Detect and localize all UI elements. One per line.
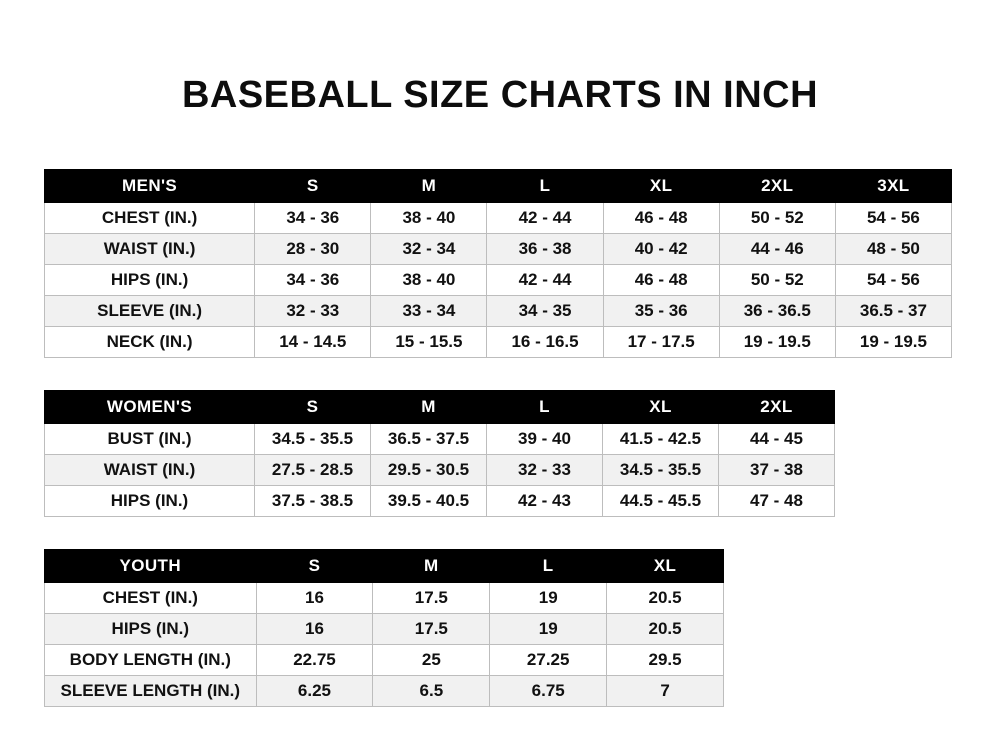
youth-size-table <box>44 549 724 707</box>
row-label: SLEEVE LENGTH (IN.) <box>45 676 257 707</box>
youth-header-l: L <box>490 550 607 583</box>
cell: 50 - 52 <box>719 203 835 234</box>
cell: 34 - 36 <box>255 265 371 296</box>
cell: 34 - 35 <box>487 296 603 327</box>
cell: 7 <box>607 676 724 707</box>
mens-header-label: MEN'S <box>45 170 255 203</box>
cell: 19 <box>490 614 607 645</box>
cell: 6.5 <box>373 676 490 707</box>
table-row <box>45 676 724 707</box>
cell: 32 - 33 <box>487 455 603 486</box>
cell: 36.5 - 37 <box>835 296 951 327</box>
cell: 44 - 46 <box>719 234 835 265</box>
cell: 28 - 30 <box>255 234 371 265</box>
table-header-row <box>45 391 835 424</box>
mens-header-3xl: 3XL <box>835 170 951 203</box>
row-label: CHEST (IN.) <box>45 203 255 234</box>
row-label: HIPS (IN.) <box>45 265 255 296</box>
cell: 22.75 <box>256 645 373 676</box>
cell: 25 <box>373 645 490 676</box>
mens-header-m: M <box>371 170 487 203</box>
cell: 39.5 - 40.5 <box>371 486 487 517</box>
cell: 32 - 33 <box>255 296 371 327</box>
cell: 47 - 48 <box>719 486 835 517</box>
cell: 16 <box>256 614 373 645</box>
cell: 54 - 56 <box>835 265 951 296</box>
table-row <box>45 327 952 358</box>
mens-header-2xl: 2XL <box>719 170 835 203</box>
row-label: NECK (IN.) <box>45 327 255 358</box>
row-label: SLEEVE (IN.) <box>45 296 255 327</box>
table-row <box>45 203 952 234</box>
youth-table-head <box>45 550 724 583</box>
womens-header-m: M <box>371 391 487 424</box>
cell: 41.5 - 42.5 <box>603 424 719 455</box>
mens-size-table <box>44 169 952 358</box>
table-row <box>45 296 952 327</box>
mens-header-xl: XL <box>603 170 719 203</box>
cell: 6.25 <box>256 676 373 707</box>
cell: 34.5 - 35.5 <box>603 455 719 486</box>
cell: 38 - 40 <box>371 203 487 234</box>
youth-header-m: M <box>373 550 490 583</box>
table-row <box>45 265 952 296</box>
cell: 35 - 36 <box>603 296 719 327</box>
cell: 54 - 56 <box>835 203 951 234</box>
mens-header-s: S <box>255 170 371 203</box>
cell: 32 - 34 <box>371 234 487 265</box>
womens-header-xl: XL <box>603 391 719 424</box>
page-title: BASEBALL SIZE CHARTS IN INCH <box>181 74 819 116</box>
cell: 36 - 38 <box>487 234 603 265</box>
cell: 27.25 <box>490 645 607 676</box>
row-label: WAIST (IN.) <box>45 234 255 265</box>
table-row <box>45 614 724 645</box>
womens-table-body <box>45 424 835 517</box>
cell: 34 - 36 <box>255 203 371 234</box>
cell: 37.5 - 38.5 <box>255 486 371 517</box>
cell: 42 - 44 <box>487 203 603 234</box>
cell: 46 - 48 <box>603 265 719 296</box>
cell: 39 - 40 <box>487 424 603 455</box>
cell: 29.5 <box>607 645 724 676</box>
womens-header-s: S <box>255 391 371 424</box>
table-row <box>45 234 952 265</box>
cell: 42 - 43 <box>487 486 603 517</box>
cell: 48 - 50 <box>835 234 951 265</box>
cell: 44 - 45 <box>719 424 835 455</box>
cell: 37 - 38 <box>719 455 835 486</box>
mens-table-body <box>45 203 952 358</box>
youth-header-xl: XL <box>607 550 724 583</box>
cell: 38 - 40 <box>371 265 487 296</box>
cell: 19 - 19.5 <box>719 327 835 358</box>
womens-header-l: L <box>487 391 603 424</box>
cell: 19 <box>490 583 607 614</box>
youth-table-body <box>45 583 724 707</box>
womens-header-2xl: 2XL <box>719 391 835 424</box>
cell: 33 - 34 <box>371 296 487 327</box>
cell: 17 - 17.5 <box>603 327 719 358</box>
cell: 14 - 14.5 <box>255 327 371 358</box>
cell: 40 - 42 <box>603 234 719 265</box>
row-label: BODY LENGTH (IN.) <box>45 645 257 676</box>
table-row <box>45 424 835 455</box>
womens-size-table <box>44 390 835 517</box>
cell: 16 - 16.5 <box>487 327 603 358</box>
womens-header-label: WOMEN'S <box>45 391 255 424</box>
cell: 15 - 15.5 <box>371 327 487 358</box>
row-label: CHEST (IN.) <box>45 583 257 614</box>
table-row <box>45 486 835 517</box>
cell: 44.5 - 45.5 <box>603 486 719 517</box>
cell: 16 <box>256 583 373 614</box>
cell: 36.5 - 37.5 <box>371 424 487 455</box>
cell: 19 - 19.5 <box>835 327 951 358</box>
cell: 36 - 36.5 <box>719 296 835 327</box>
cell: 34.5 - 35.5 <box>255 424 371 455</box>
row-label: BUST (IN.) <box>45 424 255 455</box>
womens-table-head <box>45 391 835 424</box>
cell: 20.5 <box>607 614 724 645</box>
table-header-row <box>45 170 952 203</box>
table-row <box>45 455 835 486</box>
cell: 6.75 <box>490 676 607 707</box>
row-label: WAIST (IN.) <box>45 455 255 486</box>
cell: 50 - 52 <box>719 265 835 296</box>
table-row <box>45 645 724 676</box>
mens-header-l: L <box>487 170 603 203</box>
mens-table-head <box>45 170 952 203</box>
table-row <box>45 583 724 614</box>
cell: 17.5 <box>373 583 490 614</box>
cell: 42 - 44 <box>487 265 603 296</box>
cell: 29.5 - 30.5 <box>371 455 487 486</box>
cell: 27.5 - 28.5 <box>255 455 371 486</box>
cell: 46 - 48 <box>603 203 719 234</box>
youth-header-label: YOUTH <box>45 550 257 583</box>
youth-header-s: S <box>256 550 373 583</box>
row-label: HIPS (IN.) <box>45 614 257 645</box>
cell: 20.5 <box>607 583 724 614</box>
table-header-row <box>45 550 724 583</box>
row-label: HIPS (IN.) <box>45 486 255 517</box>
tables-container <box>0 169 1000 707</box>
cell: 17.5 <box>373 614 490 645</box>
